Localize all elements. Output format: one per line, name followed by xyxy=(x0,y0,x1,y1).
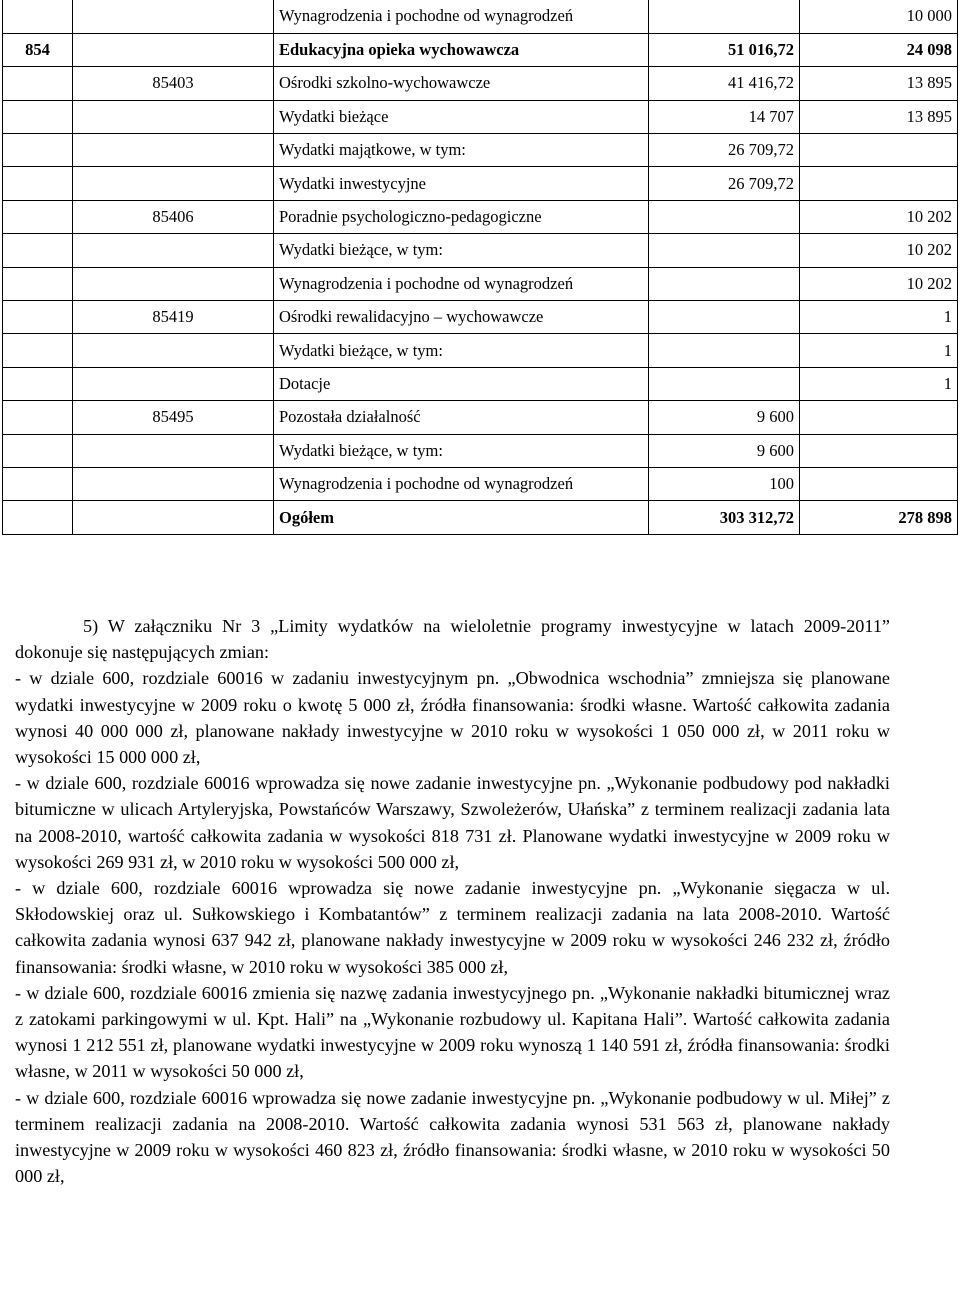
cell-name: Wynagrodzenia i pochodne od wynagrodzeń xyxy=(274,467,649,500)
cell-name: Wynagrodzenia i pochodne od wynagrodzeń xyxy=(274,0,649,33)
cell-name: Wydatki bieżące, w tym: xyxy=(274,234,649,267)
cell-dzial xyxy=(3,434,73,467)
change-item-milej: - w dziale 600, rozdziale 60016 wprowadza się nowe zadanie inwestycyjne pn. „Wykonanie podbudowy w ul. Miłej” z terminem realizacji zadania na 2008-2010. Wartość całkowita zadania wynosi 531 563 zł, planowane nakłady inwestycyjne w 2009 roku w wysokości 460 823 zł, źródło finansowania: środki własne, w 2010 roku w wysokości 50 000 zł, xyxy=(15,1087,890,1187)
change-item-obwodnica: - w dziale 600, rozdziale 60016 w zadaniu inwestycyjnym pn. „Obwodnica wschodnia” zmniejsza się planowane wydatki inwestycyjne w 2009 roku o kwotę 5 000 zł, źródła finansowania: środki własne. Wartość całkowita zadania wynosi 40 000 000 zł, planowane nakłady inwestycyjne w 2010 roku w wysokości 1 050 000 zł, w 2011 roku w wysokości 15 000 000 zł, xyxy=(15,668,890,768)
table-row xyxy=(3,301,958,334)
cell-dzial xyxy=(3,134,73,167)
cell-zmniejszenia: 13 895 xyxy=(800,67,958,100)
cell-dzial xyxy=(3,301,73,334)
cell-rozdzial xyxy=(73,501,274,534)
cell-name: Wydatki inwestycyjne xyxy=(274,167,649,200)
cell-rozdzial xyxy=(73,267,274,300)
cell-rozdzial xyxy=(73,334,274,367)
cell-name: Poradnie psychologiczno-pedagogiczne xyxy=(274,200,649,233)
cell-rozdzial xyxy=(73,33,274,66)
cell-zmniejszenia: 10 000 xyxy=(800,0,958,33)
cell-zwiekszenia: 26 709,72 xyxy=(649,167,800,200)
cell-zmniejszenia: 10 202 xyxy=(800,234,958,267)
change-item-podbudowa-ulice: - w dziale 600, rozdziale 60016 wprowadza się nowe zadanie inwestycyjne pn. „Wykonanie podbudowy pod nakładki bitumiczne w ulicach Artyleryjska, Powstańców Warszawy, Szwoleżerów, Ułańska” z terminem realizacji zadania lata na 2008-2010, wartość całkowita zadania w wysokości 818 731 zł. Planowane wydatki inwestycyjne w 2009 roku w wysokości 269 931 zł, w 2010 roku w wysokości 500 000 zł, xyxy=(15,773,890,872)
table-row xyxy=(3,334,958,367)
cell-name: Edukacyjna opieka wychowawcza xyxy=(274,33,649,66)
cell-zwiekszenia: 9 600 xyxy=(649,401,800,434)
cell-name: Ośrodki rewalidacyjno – wychowawcze xyxy=(274,301,649,334)
budget-table-body xyxy=(3,0,958,534)
cell-zmniejszenia: 10 202 xyxy=(800,200,958,233)
table-row xyxy=(3,67,958,100)
cell-zwiekszenia: 9 600 xyxy=(649,434,800,467)
cell-zwiekszenia xyxy=(649,301,800,334)
cell-rozdzial: 85495 xyxy=(73,401,274,434)
cell-zmniejszenia: 1 xyxy=(800,334,958,367)
cell-zmniejszenia: 24 098 xyxy=(800,33,958,66)
cell-rozdzial xyxy=(73,434,274,467)
table-row xyxy=(3,401,958,434)
cell-dzial xyxy=(3,0,73,33)
cell-zwiekszenia xyxy=(649,0,800,33)
section-5-heading: 5) W załączniku Nr 3 „Limity wydatków na wieloletnie programy inwestycyjne w latach 2009-2011” dokonuje się następujących zmian: xyxy=(15,616,890,663)
cell-rozdzial: 85419 xyxy=(73,301,274,334)
cell-dzial: 854 xyxy=(3,33,73,66)
cell-rozdzial xyxy=(73,0,274,33)
change-item-siegacz: - w dziale 600, rozdziale 60016 wprowadza się nowe zadanie inwestycyjne pn. „Wykonanie sięgacza w ul. Skłodowskiej oraz ul. Sułkowskiego i Kombatantów” z terminem realizacji zadania na lata 2008-2010. Wartość całkowita zadania wynosi 637 942 zł, planowane nakłady inwestycyjne w 2009 roku w wysokości 246 232 zł, źródło finansowania: środki własne, w 2010 roku w wysokości 385 000 zł, xyxy=(15,878,890,977)
table-row xyxy=(3,134,958,167)
cell-rozdzial xyxy=(73,134,274,167)
cell-zmniejszenia: 13 895 xyxy=(800,100,958,133)
cell-zwiekszenia: 100 xyxy=(649,467,800,500)
cell-rozdzial xyxy=(73,167,274,200)
table-row xyxy=(3,100,958,133)
table-row xyxy=(3,367,958,400)
cell-dzial xyxy=(3,100,73,133)
cell-dzial xyxy=(3,267,73,300)
cell-dzial xyxy=(3,401,73,434)
cell-name: Ogółem xyxy=(274,501,649,534)
cell-dzial xyxy=(3,234,73,267)
cell-name: Wynagrodzenia i pochodne od wynagrodzeń xyxy=(274,267,649,300)
cell-dzial xyxy=(3,334,73,367)
cell-zmniejszenia: 1 xyxy=(800,301,958,334)
table-row xyxy=(3,434,958,467)
table-row xyxy=(3,267,958,300)
table-row xyxy=(3,501,958,534)
cell-name: Wydatki bieżące xyxy=(274,100,649,133)
cell-dzial xyxy=(3,200,73,233)
cell-rozdzial xyxy=(73,367,274,400)
cell-zmniejszenia: 1 xyxy=(800,367,958,400)
cell-rozdzial: 85406 xyxy=(73,200,274,233)
cell-name: Pozostała działalność xyxy=(274,401,649,434)
change-item-kapitana-hali: - w dziale 600, rozdziale 60016 zmienia się nazwę zadania inwestycyjnego pn. „Wykonanie nakładki bitumicznej wraz z zatokami parkingowymi w ul. Kpt. Hali” na „Wykonanie rozbudowy ul. Kapitana Hali”. Wartość całkowita zadania wynosi 1 212 551 zł, planowane wydatki inwestycyjne w 2009 roku wynoszą 1 140 591 zł, źródła finansowania: środki własne, w 2011 w wysokości 50 000 zł, xyxy=(15,982,890,1082)
table-row xyxy=(3,200,958,233)
cell-zmniejszenia xyxy=(800,434,958,467)
table-row xyxy=(3,33,958,66)
cell-zwiekszenia: 303 312,72 xyxy=(649,501,800,534)
cell-name: Ośrodki szkolno-wychowawcze xyxy=(274,67,649,100)
cell-zwiekszenia xyxy=(649,234,800,267)
cell-rozdzial xyxy=(73,234,274,267)
cell-zwiekszenia: 51 016,72 xyxy=(649,33,800,66)
cell-rozdzial xyxy=(73,100,274,133)
cell-name: Wydatki majątkowe, w tym: xyxy=(274,134,649,167)
table-row xyxy=(3,167,958,200)
amendment-text xyxy=(15,613,890,1189)
table-row xyxy=(3,467,958,500)
cell-rozdzial: 85403 xyxy=(73,67,274,100)
table-row xyxy=(3,234,958,267)
table-row xyxy=(3,0,958,33)
cell-zwiekszenia xyxy=(649,200,800,233)
cell-name: Wydatki bieżące, w tym: xyxy=(274,334,649,367)
cell-zmniejszenia xyxy=(800,167,958,200)
cell-zwiekszenia: 41 416,72 xyxy=(649,67,800,100)
cell-dzial xyxy=(3,67,73,100)
cell-zwiekszenia xyxy=(649,334,800,367)
cell-dzial xyxy=(3,501,73,534)
cell-zmniejszenia: 278 898 xyxy=(800,501,958,534)
cell-zwiekszenia: 26 709,72 xyxy=(649,134,800,167)
cell-zwiekszenia xyxy=(649,367,800,400)
cell-zmniejszenia: 10 202 xyxy=(800,267,958,300)
cell-name: Wydatki bieżące, w tym: xyxy=(274,434,649,467)
cell-dzial xyxy=(3,367,73,400)
cell-zwiekszenia xyxy=(649,267,800,300)
cell-zmniejszenia xyxy=(800,467,958,500)
cell-name: Dotacje xyxy=(274,367,649,400)
cell-rozdzial xyxy=(73,467,274,500)
budget-table xyxy=(2,0,958,535)
cell-dzial xyxy=(3,167,73,200)
cell-zmniejszenia xyxy=(800,134,958,167)
cell-zwiekszenia: 14 707 xyxy=(649,100,800,133)
cell-zmniejszenia xyxy=(800,401,958,434)
cell-dzial xyxy=(3,467,73,500)
